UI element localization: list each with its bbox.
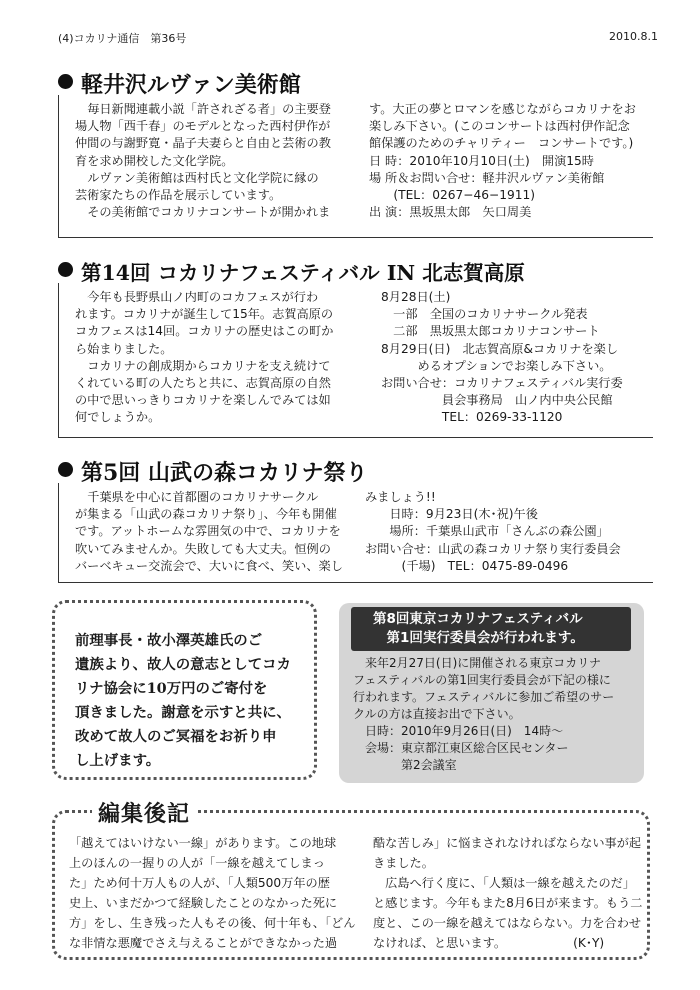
text-line: 第8回東京コカリナフェスティバル — [373, 611, 583, 627]
text-line: と感じます。今年もまた8月6日が来ます。もう二 — [373, 896, 643, 910]
text-line: 日時：9月23日(木･祝)午後 — [365, 507, 538, 522]
bullet-icon — [58, 74, 73, 89]
editor-left-column — [69, 833, 355, 953]
meeting-notice — [339, 603, 644, 783]
text-line: 場 所＆お問い合せ：軽井沢ルヴァン美術館 — [369, 170, 605, 185]
text-line: 二部 黒坂黒太郎コカリナコンサート — [381, 324, 600, 339]
text-line: 第1回実行委員会が行われます。 — [373, 630, 584, 646]
text-line: た」ため何十万人もの人が、「人類500万年の歴 — [69, 876, 330, 890]
text-line: 8月29日(日) 北志賀高原&コカリナを楽し — [381, 341, 619, 356]
karuizawa-title: 軽井沢ルヴァン美術館 — [58, 68, 301, 99]
text-line: 吹いてみませんか。失敗しても大丈夫。恒例の — [75, 541, 331, 556]
text-line: クルの方は直接お出で下さい。 — [353, 707, 521, 721]
text-line: お問い合せ：山武の森コカリナ祭り実行委員会 — [365, 541, 621, 556]
yamatake-right-column — [365, 489, 621, 575]
text-line: 改めて故人のご冥福をお祈り申 — [75, 728, 277, 745]
text-line: 育を求め開校した文化学院。 — [75, 153, 234, 168]
text-line: バーベキュー交流会で、大いに食べ、笑い、楽し — [75, 558, 343, 573]
bullet-icon — [58, 462, 73, 477]
text-line: 場人物「西千春」のモデルとなった西村伊作が — [75, 119, 331, 134]
text-line: (千場) TEL：0475-89-0496 — [365, 558, 569, 573]
text-line: その美術館でコカリナコンサートが開かれま — [87, 205, 331, 220]
text-line: なければ、と思います。 (K･Y) — [373, 936, 605, 950]
issue-date: 2010.8.1 — [609, 30, 658, 43]
text-line: 史上、いまだかつて経験したことのなかった死に — [69, 896, 338, 910]
text-line: 出 演：黒坂黒太郎 矢口周美 — [369, 205, 532, 220]
page-header — [58, 30, 658, 50]
text-line: 芸術家たちの作品を展示しています。 — [75, 188, 282, 203]
text-line: くれている町の人たちと共に、志賀高原の自然 — [75, 376, 331, 391]
text-line: 8月28日(土) — [381, 290, 451, 304]
text-line: 日時：2010年9月26日(日) 14時〜 — [353, 724, 564, 738]
text-line: 遺族より、故人の意志としてコカ — [75, 656, 291, 673]
karuizawa-section — [58, 95, 653, 238]
text-line: し上げます。 — [75, 752, 161, 769]
editor-right-column — [373, 833, 643, 953]
text-line: 仲間の与謝野寛・晶子夫妻らと自由と芸術の教 — [75, 136, 331, 151]
text-line: 会場：東京都江東区総合区民センター — [353, 741, 569, 755]
meeting-body — [353, 655, 614, 774]
text-line: めるオプションでお楽しみ下さい。 — [381, 358, 612, 373]
text-line: きました。 — [373, 856, 434, 870]
text-line: ルヴァン美術館は西村氏と文化学院に縁の — [87, 170, 319, 185]
text-line: の中で思いっきりコカリナを楽しんでみては如 — [75, 393, 331, 408]
text-line: 広島へ行く度に、「人類は一線を越えたのだ」 — [373, 876, 636, 890]
text-line: 頂きました。謝意を示すと共に、 — [75, 704, 291, 721]
festival-section — [58, 283, 653, 438]
donation-notice — [52, 600, 317, 780]
editor-note-box — [52, 810, 650, 960]
text-line: フェスティバルの第1回実行委員会が下記の様に — [353, 673, 611, 687]
text-line: 度と、この一線を越えてはならない。力を合わせ — [373, 916, 642, 930]
text-line: 一部 全国のコカリナサークル発表 — [381, 307, 588, 322]
text-line: れます。コカリナが誕生して15年。志賀高原の — [75, 307, 334, 322]
text-line: (TEL：0267−46−1911) — [369, 188, 535, 203]
yamatake-title: 第5回 山武の森コカリナ祭り — [58, 456, 368, 487]
text-line: 今年も長野県山ノ内町のコカフェスが行わ — [87, 290, 319, 304]
bullet-icon — [58, 262, 73, 277]
karuizawa-right-column — [369, 101, 636, 221]
text-line: 何でしょうか。 — [75, 410, 161, 425]
text-line: コカリナの創成期からコカリナを支え続けて — [87, 358, 331, 373]
text-line: 館保護のためのチャリティー コンサートです。) — [369, 136, 634, 151]
text-line: お問い合せ：コカリナフェスティバル実行委 — [381, 376, 623, 391]
text-line: 日 時：2010年10月10日(土) 開演15時 — [369, 153, 594, 168]
editor-note-title: 編集後記 — [92, 797, 196, 828]
text-line: 来年2月27日(日)に開催される東京コカリナ — [353, 656, 602, 670]
festival-title: 第14回 コカリナフェスティバル IN 北志賀高原 — [58, 256, 525, 286]
yamatake-left-column — [75, 489, 343, 575]
text-line: コカフェスは14回。コカリナの歴史はこの町か — [75, 324, 334, 339]
text-line: な非情な悪魔でさえ与えることができなかった過 — [69, 936, 338, 950]
text-line: 方」をし、生き残った人もその後、何十年も、「どん — [69, 916, 356, 930]
festival-right-column — [381, 289, 623, 427]
text-line: リナ協会に10万円のご寄付を — [75, 680, 268, 697]
text-line: 行われます。フェスティバルに参加ご希望のサー — [353, 690, 615, 704]
issue-label: (4)コカリナ通信 第36号 — [58, 32, 187, 45]
text-line: 員会事務局 山ノ内中央公民館 — [381, 393, 613, 408]
text-line: 「越えてはいけない一線」があります。この地球 — [69, 836, 337, 850]
text-line: 千葉県を中心に首都圏のコカリナサークル — [87, 490, 319, 504]
text-line: ら始まりました。 — [75, 341, 173, 356]
text-line: 楽しみ下さい。(このコンサートは西村伊作記念 — [369, 119, 630, 134]
text-line: 第2会議室 — [353, 758, 457, 772]
text-line: 場所：千葉県山武市「さんぶの森公園」 — [365, 524, 609, 539]
text-line: 毎日新聞連載小説「許されざる者」の主要登 — [87, 102, 331, 116]
text-line: です。アットホームな雰囲気の中で、コカリナを — [75, 524, 341, 539]
festival-left-column — [75, 289, 333, 427]
meeting-banner — [351, 607, 631, 651]
text-line: 上のほんの一握りの人が「一線を越えてしまっ — [69, 856, 325, 870]
text-line: みましょう!! — [365, 490, 436, 504]
karuizawa-left-column — [75, 101, 331, 221]
text-line: す。大正の夢とロマンを感じながらコカリナをお — [369, 102, 636, 116]
text-line: 前理事長・故小澤英雄氏のご — [75, 632, 263, 649]
yamatake-section — [58, 483, 653, 583]
text-line: TEL：0269-33-1120 — [381, 410, 563, 425]
text-line: が集まる「山武の森コカリナ祭り」、今年も開催 — [75, 507, 337, 522]
text-line: 酷な苦しみ」に悩まされなければならない事が起 — [373, 836, 642, 850]
